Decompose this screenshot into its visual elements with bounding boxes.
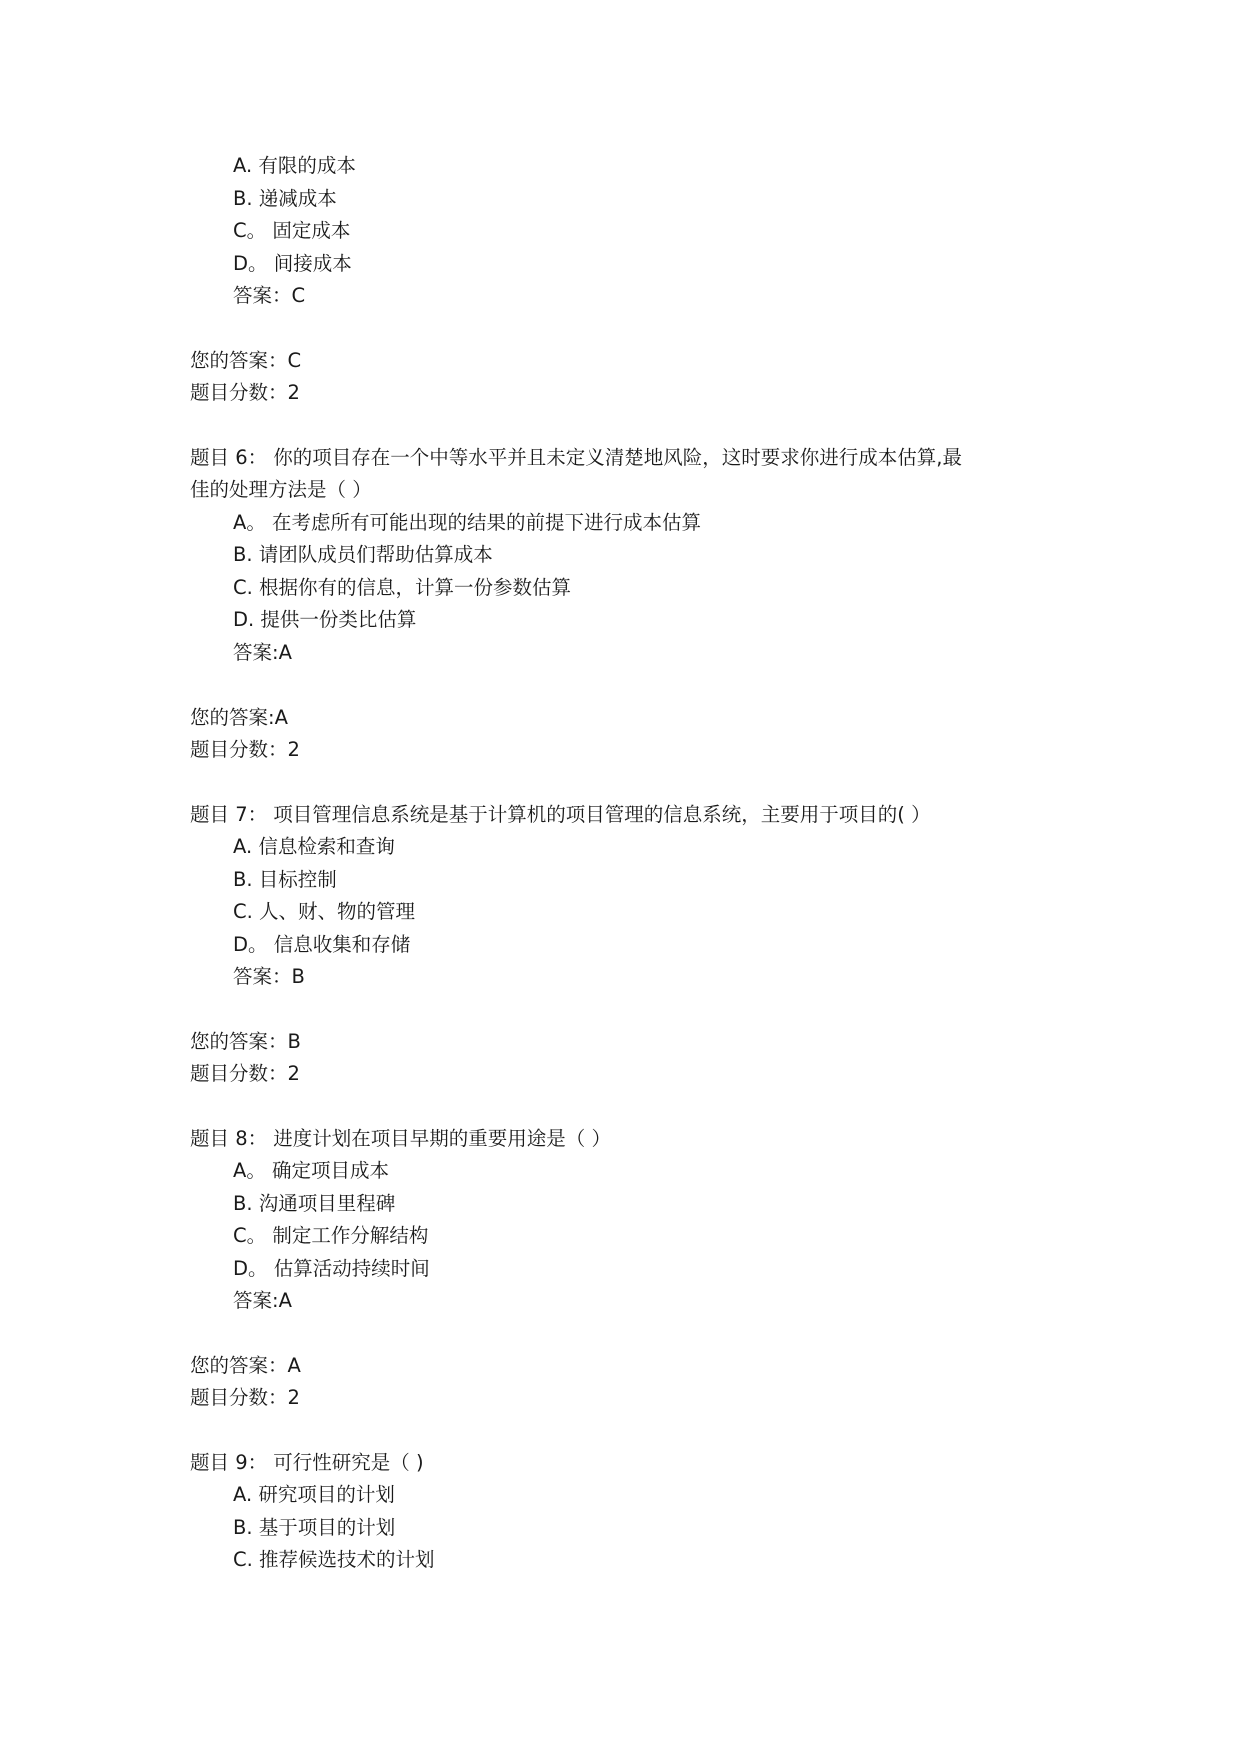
q6-option-c: C. 根据你有的信息，计算一份参数估算 xyxy=(233,576,572,599)
q6-answer: 答案:A xyxy=(233,641,292,664)
q6-title: 题目 6： 你的项目存在一个中等水平并且未定义清楚地风险，这时要求你进行成本估算,最 xyxy=(190,446,963,469)
q5-option-b: B. 递减成本 xyxy=(233,187,337,210)
q6-option-d: D. 提供一份类比估算 xyxy=(233,608,417,631)
q6-title-cont: 佳的处理方法是（ ） xyxy=(190,478,372,501)
q5-score: 题目分数：2 xyxy=(190,381,300,404)
q7-option-d: D。 信息收集和存储 xyxy=(233,933,411,956)
q8-option-a: A。 确定项目成本 xyxy=(233,1159,390,1182)
q8-option-b: B. 沟通项目里程碑 xyxy=(233,1192,396,1215)
q5-your-answer: 您的答案：C xyxy=(190,349,302,372)
q6-option-a: A。 在考虑所有可能出现的结果的前提下进行成本估算 xyxy=(233,511,702,534)
q8-option-d: D。 估算活动持续时间 xyxy=(233,1257,430,1280)
q9-option-c: C. 推荐候选技术的计划 xyxy=(233,1548,435,1571)
q7-title: 题目 7： 项目管理信息系统是基于计算机的项目管理的信息系统，主要用于项目的( ） xyxy=(190,803,931,826)
q8-title: 题目 8： 进度计划在项目早期的重要用途是（ ） xyxy=(190,1127,612,1150)
q5-option-c: C。 固定成本 xyxy=(233,219,351,242)
q7-option-b: B. 目标控制 xyxy=(233,868,337,891)
q9-option-b: B. 基于项目的计划 xyxy=(233,1516,396,1539)
q7-your-answer: 您的答案：B xyxy=(190,1030,301,1053)
q5-option-a: A. 有限的成本 xyxy=(233,154,356,177)
q8-option-c: C。 制定工作分解结构 xyxy=(233,1224,429,1247)
q8-score: 题目分数：2 xyxy=(190,1386,300,1409)
q7-score: 题目分数：2 xyxy=(190,1062,300,1085)
q7-answer: 答案：B xyxy=(233,965,305,988)
q8-your-answer: 您的答案：A xyxy=(190,1354,301,1377)
q9-option-a: A. 研究项目的计划 xyxy=(233,1483,395,1506)
q8-answer: 答案:A xyxy=(233,1289,292,1312)
q6-your-answer: 您的答案:A xyxy=(190,706,288,729)
q5-answer: 答案：C xyxy=(233,284,306,307)
q9-title: 题目 9： 可行性研究是（ ) xyxy=(190,1451,424,1474)
q5-option-d: D。 间接成本 xyxy=(233,252,352,275)
q6-option-b: B. 请团队成员们帮助估算成本 xyxy=(233,543,493,566)
q6-score: 题目分数：2 xyxy=(190,738,300,761)
q7-option-c: C. 人、财、物的管理 xyxy=(233,900,416,923)
q7-option-a: A. 信息检索和查询 xyxy=(233,835,395,858)
